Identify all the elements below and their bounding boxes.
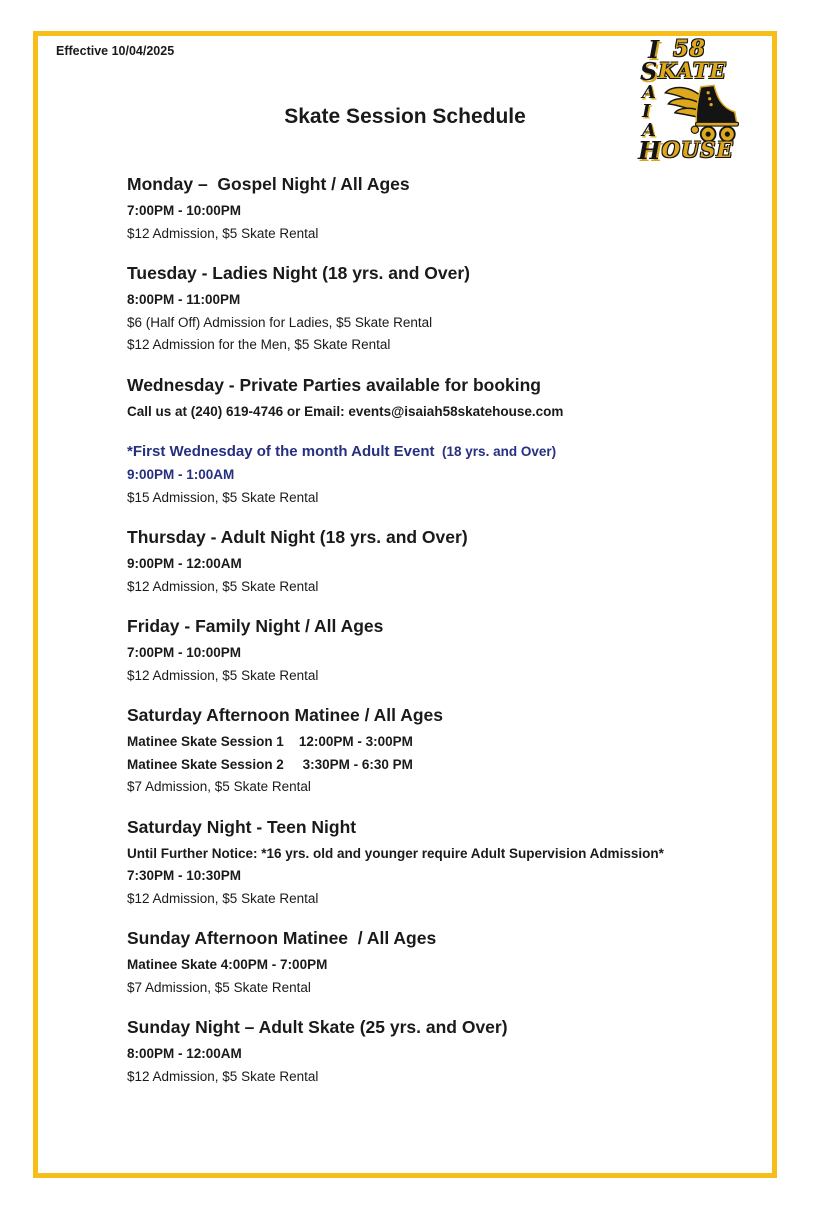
logo-letter-s: S xyxy=(640,57,658,86)
logo-ouse: OUSE xyxy=(661,137,734,162)
section-heading: Sunday Afternoon Matinee / All Ages xyxy=(127,928,437,948)
navy-heading-suffix: (18 yrs. and Over) xyxy=(434,444,557,459)
admission-price: $7 Admission, $5 Skate Rental xyxy=(127,979,311,995)
navy-heading-text: *First Wednesday of the month Adult Event xyxy=(127,443,435,460)
admission-price: $6 (Half Off) Admission for Ladies, $5 Skate Rental xyxy=(127,314,433,330)
session-time: 7:00PM - 10:00PM xyxy=(127,203,242,218)
logo-vertical-letters xyxy=(642,83,660,140)
section-wednesday xyxy=(127,374,737,424)
section-saturday-night xyxy=(127,816,737,911)
section-heading: Saturday Afternoon Matinee / All Ages xyxy=(127,705,444,725)
section-saturday-matinee xyxy=(127,704,737,799)
logo-letter-a1: A xyxy=(642,82,656,103)
matinee-session-2: Matinee Skate Session 2 3:30PM - 6:30 PM xyxy=(127,756,413,772)
section-monday xyxy=(127,173,737,245)
admission-price: $12 Admission, $5 Skate Rental xyxy=(127,578,319,594)
winged-roller-skate-icon xyxy=(662,81,744,143)
logo-letter-a2: A xyxy=(642,120,656,141)
section-tuesday xyxy=(127,262,737,357)
logo-58: 58 xyxy=(673,36,706,62)
supervision-notice: Until Further Notice: *16 yrs. old and younger require Adult Supervision Admission* xyxy=(127,845,664,861)
logo-letter-h: H xyxy=(638,136,661,165)
section-sunday-night xyxy=(127,1016,737,1088)
section-friday xyxy=(127,615,737,687)
page-title: Skate Session Schedule xyxy=(284,105,526,128)
section-heading: Thursday - Adult Night (18 yrs. and Over) xyxy=(127,527,468,547)
isaiah58-logo xyxy=(638,35,753,165)
logo-letter-i2: I xyxy=(642,101,651,122)
section-thursday xyxy=(127,526,737,598)
session-time: Matinee Skate 4:00PM - 7:00PM xyxy=(127,957,328,972)
section-heading: Tuesday - Ladies Night (18 yrs. and Over) xyxy=(127,263,470,283)
contact-info-line: Call us at (240) 619-4746 or Email: events@isaiah58skatehouse.com xyxy=(127,403,564,419)
effective-date-label: Effective 10/04/2025 xyxy=(56,44,175,58)
admission-price: $12 Admission, $5 Skate Rental xyxy=(127,1068,319,1084)
session-time: 8:00PM - 11:00PM xyxy=(127,292,241,307)
logo-kate: KATE xyxy=(658,58,727,83)
section-heading: Wednesday - Private Parties available for booking xyxy=(127,374,541,395)
section-heading: Friday - Family Night / All Ages xyxy=(127,616,384,636)
admission-price: $7 Admission, $5 Skate Rental xyxy=(127,779,311,794)
session-time: 9:00PM - 12:00AM xyxy=(127,556,242,571)
admission-price: $12 Admission, $5 Skate Rental xyxy=(127,225,319,241)
matinee-session-1: Matinee Skate Session 1 12:00PM - 3:00PM xyxy=(127,734,413,749)
session-time: 7:00PM - 10:00PM xyxy=(127,645,242,660)
admission-price: $12 Admission for the Men, $5 Skate Rental xyxy=(127,337,391,352)
session-time: 8:00PM - 12:00AM xyxy=(127,1046,242,1061)
admission-price: $12 Admission, $5 Skate Rental xyxy=(127,890,319,906)
logo-letter-i: I xyxy=(648,35,660,64)
section-first-wednesday-adult-event xyxy=(127,440,737,509)
admission-price: $15 Admission, $5 Skate Rental xyxy=(127,489,319,505)
session-time: 9:00PM - 1:00AM xyxy=(127,467,235,482)
section-heading: Sunday Night – Adult Skate (25 yrs. and Over) xyxy=(127,1017,508,1037)
section-sunday-matinee xyxy=(127,927,737,999)
session-time: 7:30PM - 10:30PM xyxy=(127,868,242,883)
section-heading: Saturday Night - Teen Night xyxy=(127,816,357,837)
admission-price: $12 Admission, $5 Skate Rental xyxy=(127,667,319,683)
logo-middle-row xyxy=(638,83,753,143)
section-heading-navy xyxy=(127,440,737,463)
section-heading: Monday – Gospel Night / All Ages xyxy=(127,174,410,194)
schedule-content xyxy=(127,173,737,1105)
